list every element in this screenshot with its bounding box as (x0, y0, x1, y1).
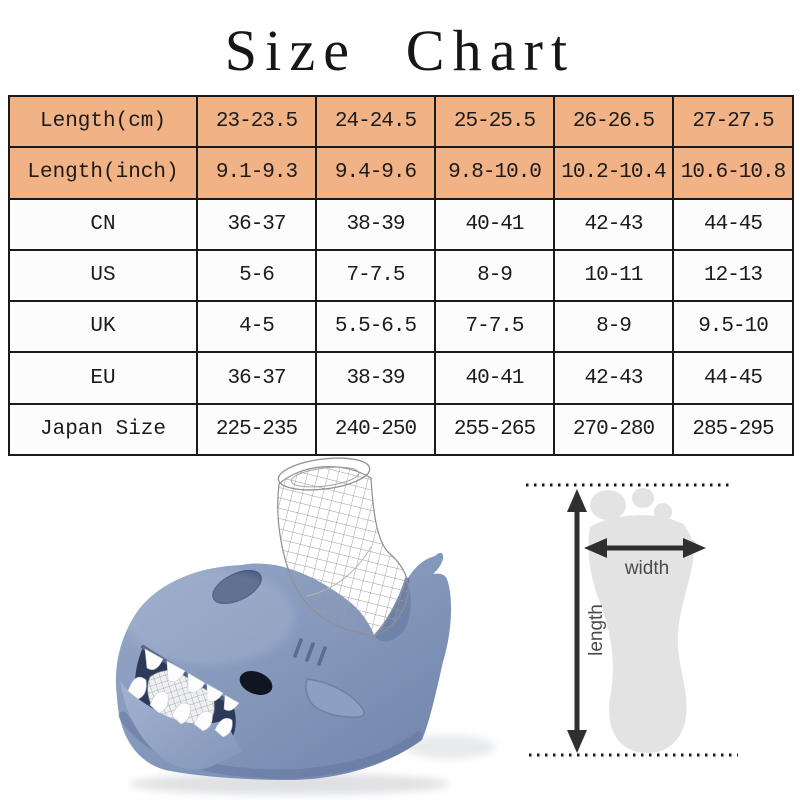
table-cell: 40-41 (435, 199, 554, 250)
table-cell: 10-11 (554, 250, 673, 301)
toe-2 (632, 488, 654, 508)
table-cell: 36-37 (197, 199, 316, 250)
big-toe (590, 490, 626, 520)
table-cell: 26-26.5 (554, 96, 673, 147)
table-cell: 44-45 (673, 199, 793, 250)
page-title: Size Chart (224, 17, 576, 83)
table-row-uk (9, 301, 793, 352)
table-cell: 24-24.5 (316, 96, 435, 147)
table-cell: 38-39 (316, 352, 435, 403)
table-cell: 10.2-10.4 (554, 147, 673, 198)
table-cell: 27-27.5 (673, 96, 793, 147)
table-cell: 270-280 (554, 404, 673, 455)
size-table (8, 95, 794, 456)
table-cell: 40-41 (435, 352, 554, 403)
table-cell: 8-9 (554, 301, 673, 352)
toe-4 (670, 522, 686, 538)
table-cell: 9.4-9.6 (316, 147, 435, 198)
table-cell: 5.5-6.5 (316, 301, 435, 352)
table-cell: 9.1-9.3 (197, 147, 316, 198)
table-cell: 8-9 (435, 250, 554, 301)
row-label: Length(cm) (9, 96, 197, 147)
table-row-us (9, 250, 793, 301)
table-cell: 255-265 (435, 404, 554, 455)
foot-measurement-diagram (520, 455, 800, 800)
row-label: Japan Size (9, 404, 197, 455)
table-cell: 25-25.5 (435, 96, 554, 147)
table-cell: 36-37 (197, 352, 316, 403)
width-label: width (624, 558, 670, 579)
table-cell: 42-43 (554, 199, 673, 250)
table-cell: 4-5 (197, 301, 316, 352)
table-cell: 7-7.5 (435, 301, 554, 352)
toe-3 (654, 503, 672, 521)
table-cell: 44-45 (673, 352, 793, 403)
row-label: EU (9, 352, 197, 403)
table-cell: 10.6-10.8 (673, 147, 793, 198)
foot-diagram-svg (520, 455, 800, 800)
table-cell: 225-235 (197, 404, 316, 455)
row-label: Length(inch) (9, 147, 197, 198)
table-cell: 12-13 (673, 250, 793, 301)
row-label: CN (9, 199, 197, 250)
row-label: UK (9, 301, 197, 352)
table-cell: 38-39 (316, 199, 435, 250)
length-arrow (567, 489, 587, 753)
table-row-eu (9, 352, 793, 403)
table-cell: 5-6 (197, 250, 316, 301)
table-cell: 285-295 (673, 404, 793, 455)
table-cell: 240-250 (316, 404, 435, 455)
shark-slipper-illustration (55, 452, 525, 800)
table-row-cn (9, 199, 793, 250)
length-label: length (586, 604, 607, 656)
dome-highlight (125, 569, 295, 665)
table-cell: 7-7.5 (316, 250, 435, 301)
table-row-japan (9, 404, 793, 455)
table-cell: 9.5-10 (673, 301, 793, 352)
table-row-length-inch (9, 147, 793, 198)
table-cell: 42-43 (554, 352, 673, 403)
row-label: US (9, 250, 197, 301)
table-cell: 9.8-10.0 (435, 147, 554, 198)
shark-slipper-svg (55, 452, 525, 800)
table-row-length-cm (9, 96, 793, 147)
table-cell: 23-23.5 (197, 96, 316, 147)
